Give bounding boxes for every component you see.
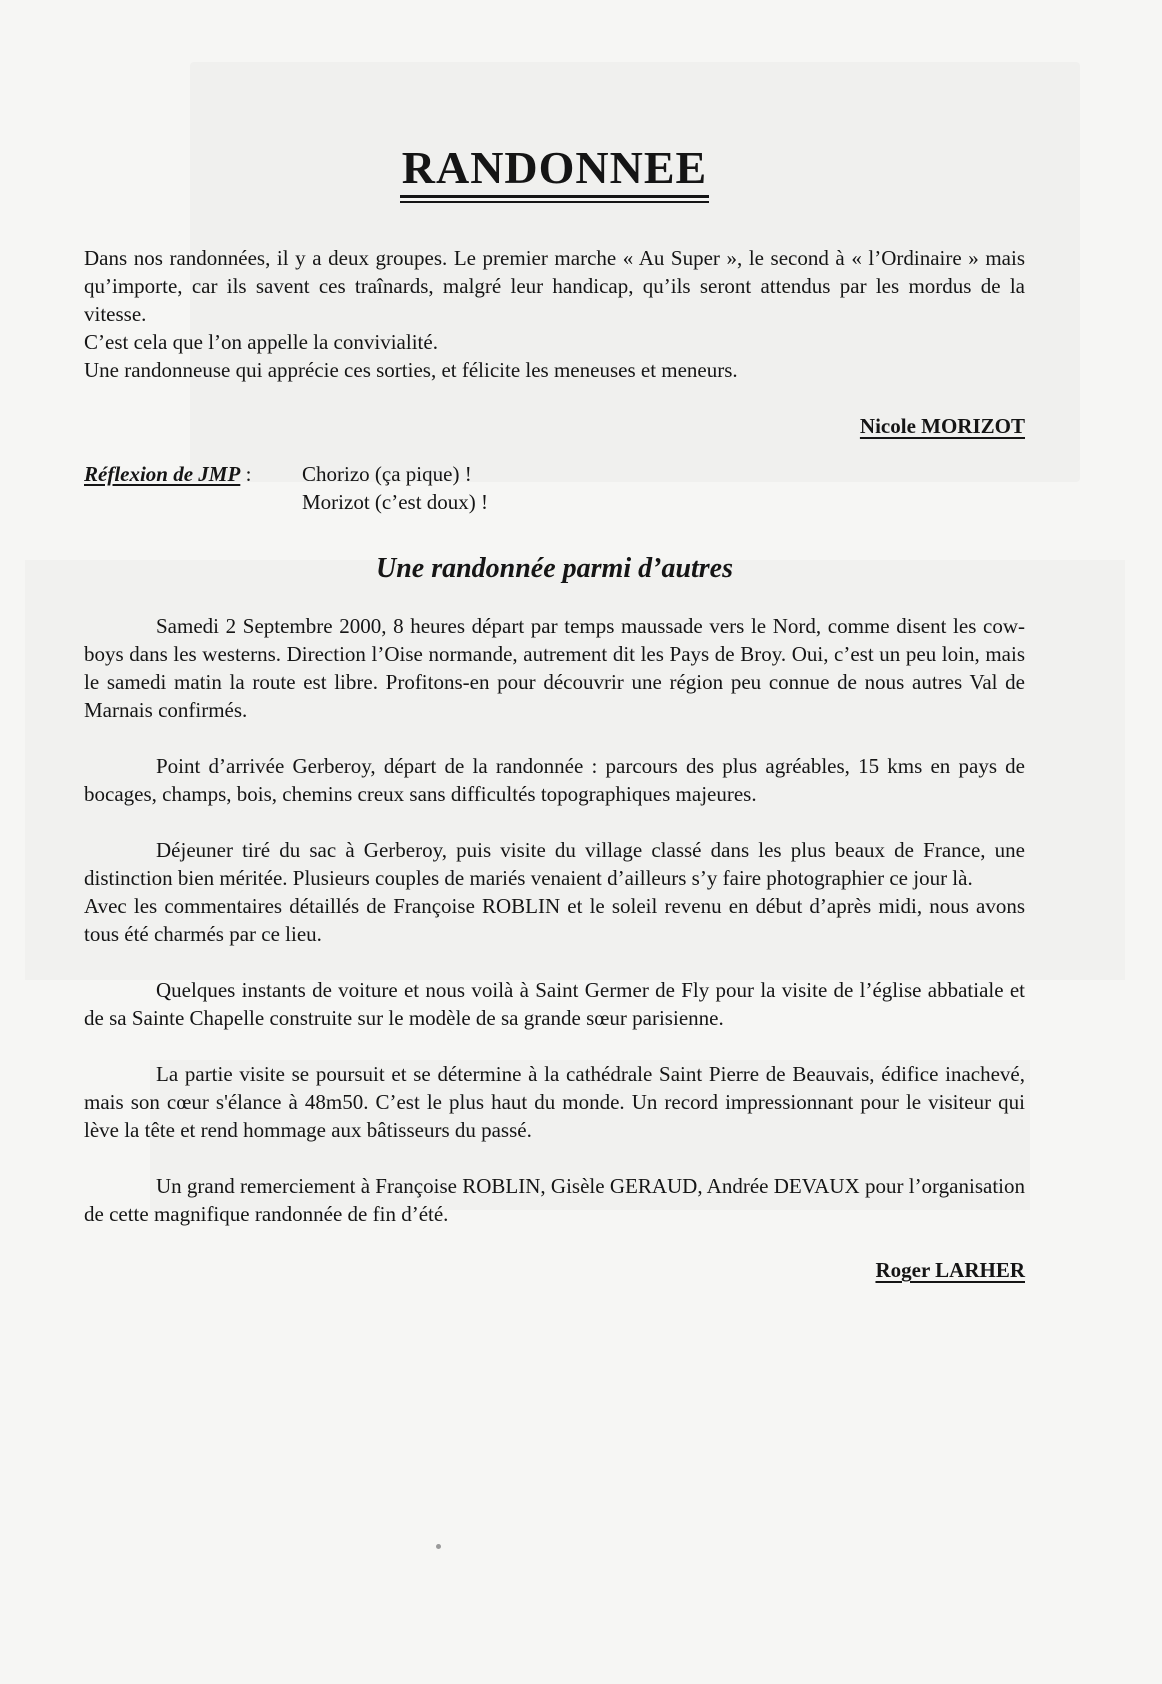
article-paragraph: Quelques instants de voiture et nous voilà à Saint Germer de Fly pour la visite de l’église abbatiale et de sa Sainte Chapelle construite sur le modèle de sa grande sœur parisienne. bbox=[84, 978, 1025, 1030]
article-paragraph: Déjeuner tiré du sac à Gerberoy, puis visite du village classé dans les plus beaux de France, une distinction bien méritée. Plusieurs couples de mariés venaient d’ailleurs s’y faire photographier ce jour là. bbox=[84, 838, 1025, 890]
reflexion-line: Chorizo (ça pique) ! bbox=[302, 462, 472, 486]
author-signature: Roger LARHER bbox=[875, 1258, 1025, 1282]
article-content bbox=[84, 140, 1025, 1284]
author-signature: Nicole MORIZOT bbox=[859, 414, 1025, 438]
intro-paragraph: Dans nos randonnées, il y a deux groupes. Le premier marche « Au Super », le second à « l’Ordinaire » mais qu’importe, car ils savent ces traînards, malgré leur handicap, qu’ils seront attendus par les mordus de la vitesse. bbox=[84, 246, 1025, 326]
reflexion-lines bbox=[302, 460, 488, 516]
article-paragraph: Point d’arrivée Gerberoy, départ de la randonnée : parcours des plus agréables, 15 kms en pays de bocages, champs, bois, chemins creux sans difficultés topographiques majeures. bbox=[84, 754, 1025, 806]
article-paragraph: La partie visite se poursuit et se détermine à la cathédrale Saint Pierre de Beauvais, édifice inachevé, mais son cœur s'élance à 48m50. C’est le plus haut du monde. Un record impressionnant pour le visiteur qui lève la tête et rend hommage aux bâtisseurs du passé. bbox=[84, 1062, 1025, 1142]
print-speck bbox=[436, 1544, 441, 1549]
page-title: RANDONNEE bbox=[84, 140, 1025, 196]
article-subtitle: Une randonnée parmi d’autres bbox=[375, 553, 734, 584]
intro-line: Une randonneuse qui apprécie ces sorties, et félicite les meneuses et meneurs. bbox=[84, 358, 738, 382]
article-paragraph: Avec les commentaires détaillés de Françoise ROBLIN et le soleil revenu en début d’après midi, nous avons tous été charmés par ce lieu. bbox=[84, 894, 1025, 946]
intro-line: C’est cela que l’on appelle la convivialité. bbox=[84, 330, 438, 354]
article-paragraph: Un grand remerciement à Françoise ROBLIN, Gisèle GERAUD, Andrée DEVAUX pour l’organisation de cette magnifique randonnée de fin d’été. bbox=[84, 1174, 1025, 1226]
reflexion-block bbox=[84, 460, 1025, 516]
reflexion-line: Morizot (c’est doux) ! bbox=[302, 490, 489, 514]
article-paragraph: Samedi 2 Septembre 2000, 8 heures départ par temps maussade vers le Nord, comme disent les cow-boys dans les westerns. Direction l’Oise normande, autrement dit les Pays de Broy. Oui, c’est un peu loin, mais le samedi matin la route est libre. Profitons-en pour découvrir une région peu connue de nous autres Val de Marnais confirmés. bbox=[84, 614, 1025, 722]
reflexion-label: Réflexion de JMP : bbox=[84, 462, 252, 486]
